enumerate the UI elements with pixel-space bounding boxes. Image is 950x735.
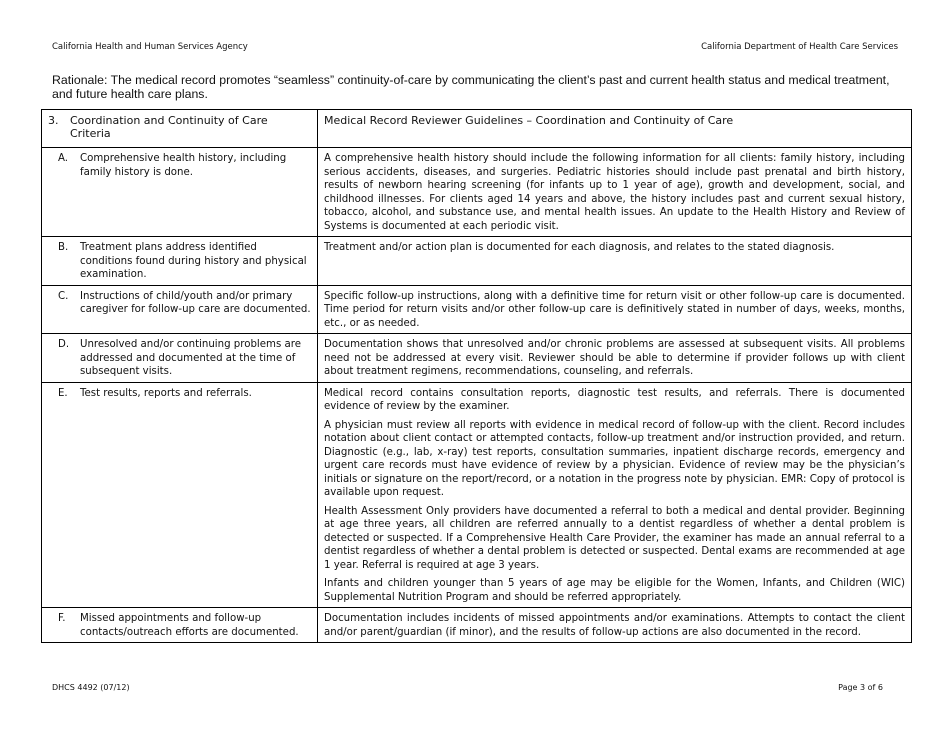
agency-header: California Health and Human Services Agency [52, 42, 248, 52]
criteria-letter: D. [58, 339, 70, 350]
guidelines-cell [318, 148, 912, 237]
criteria-text: Instructions of child/youth and/or primary caregiver for follow-up care are documented. [80, 290, 311, 315]
guideline-paragraph: Health Assessment Only providers have documented a referral to both a medical and dental provider. Beginning at age three years, all children are referred annually to a dentist regardless of whether a dental problem is detected or suspected. If a Comprehensive Health Care Provider, the examiner has made an annual referral to a dentist regardless of whether a dental problem is detected or suspected. Dental exams are recommended at age 1 year. Referral is required at age 3 years. [324, 505, 905, 571]
guidelines-header-cell [318, 110, 912, 148]
criteria-letter: E. [58, 387, 68, 399]
guidelines-header-title: Medical Record Reviewer Guidelines – Coordination and Continuity of Care [324, 114, 734, 127]
criteria-cell [42, 148, 318, 237]
criteria-text: Comprehensive health history, including family history is done. [80, 153, 287, 178]
criteria-letter: A. [58, 153, 69, 164]
guidelines-cell [318, 237, 912, 286]
guideline-paragraph: Specific follow-up instructions, along with a definitive time for return visit or other follow-up care is documented. Time period for return visits and/or other follow-up care is definitively stated in number of days, weeks, months, etc., or as needed. [324, 290, 905, 329]
criteria-letter: F. [58, 613, 66, 624]
table-row [42, 382, 912, 608]
guidelines-cell [318, 334, 912, 383]
table-row [42, 237, 912, 286]
table-row [42, 285, 912, 334]
guideline-paragraph: Medical record contains consultation reports, diagnostic test results, and referrals. There is documented evidence of review by the examiner. [324, 387, 905, 412]
criteria-cell [42, 608, 318, 643]
guideline-paragraph: Infants and children younger than 5 years of age may be eligible for the Women, Infants, and Children (WIC) Supplemental Nutrition Program and should be referred appropriately. [324, 578, 905, 603]
guidelines-cell [318, 382, 912, 608]
table-row [42, 148, 912, 237]
guideline-paragraph: Treatment and/or action plan is documented for each diagnosis, and relates to the stated diagnosis. [324, 242, 835, 253]
table-header-row [42, 110, 912, 148]
table-row [42, 334, 912, 383]
criteria-header-title: Coordination and Continuity of Care Criteria [70, 114, 268, 140]
criteria-text: Missed appointments and follow-up contacts/outreach efforts are documented. [80, 613, 299, 638]
guideline-paragraph: A comprehensive health history should include the following information for all clients: family history, including serious accidents, diseases, and surgeries. Pediatric histories should include past prenatal and birth history, results of newborn hearing screening (for infants up to 1 year of age), growth and development, social, and childhood illnesses. For clients aged 14 years and above, the history includes past and current sexual history, tobacco, alcohol, and substance use, and mental health issues. An update to the Health History and Review of Systems is documented at each periodic visit. [324, 153, 905, 232]
guidelines-cell [318, 608, 912, 643]
criteria-cell [42, 285, 318, 334]
criteria-table [41, 109, 912, 643]
criteria-cell [42, 382, 318, 608]
guideline-paragraph: Documentation includes incidents of missed appointments and/or examinations. Attempts to contact the client and/or parent/guardian (if minor), and the results of follow-up actions are also documented in the record. [324, 613, 905, 638]
criteria-letter: C. [58, 290, 69, 302]
criteria-letter: B. [58, 242, 69, 253]
page-number: Page 3 of 6 [838, 683, 883, 692]
criteria-header-cell [42, 110, 318, 148]
criteria-number: 3. [48, 114, 59, 127]
criteria-cell [42, 237, 318, 286]
guidelines-cell [318, 285, 912, 334]
guideline-paragraph: A physician must review all reports with evidence in medical record of follow-up with the client. Record includes notation about client contact or attempted contacts, follow-up treatment and/or instruction provided, and return. Diagnostic (e.g., lab, x-ray) test reports, consultation summaries, inpatient discharge records, emergency and urgent care records must have evidence of review by a physician. Evidence of review may be the physician’s initials or signature on the report/record, or a notation in the progress note by physician. EMR: Copy of protocol is available upon request. [324, 419, 905, 498]
criteria-text: Treatment plans address identified conditions found during history and physical examination. [80, 242, 307, 280]
form-number: DHCS 4492 (07/12) [52, 683, 130, 692]
department-header: California Department of Health Care Services [701, 42, 898, 52]
guideline-paragraph: Documentation shows that unresolved and/or chronic problems are assessed at subsequent visits. All problems need not be addressed at every visit. Reviewer should be able to determine if provider follows up with client about treatment regimens, recommendations, counseling, and referrals. [324, 339, 905, 377]
table-row [42, 608, 912, 643]
criteria-text: Test results, reports and referrals. [80, 387, 252, 399]
criteria-cell [42, 334, 318, 383]
rationale-text: Rationale: The medical record promotes “seamless” continuity-of-care by communicating the client’s past and current health status and medical treatment, and future health care plans. [52, 73, 890, 101]
criteria-text: Unresolved and/or continuing problems are addressed and documented at the time of subsequent visits. [80, 339, 301, 377]
